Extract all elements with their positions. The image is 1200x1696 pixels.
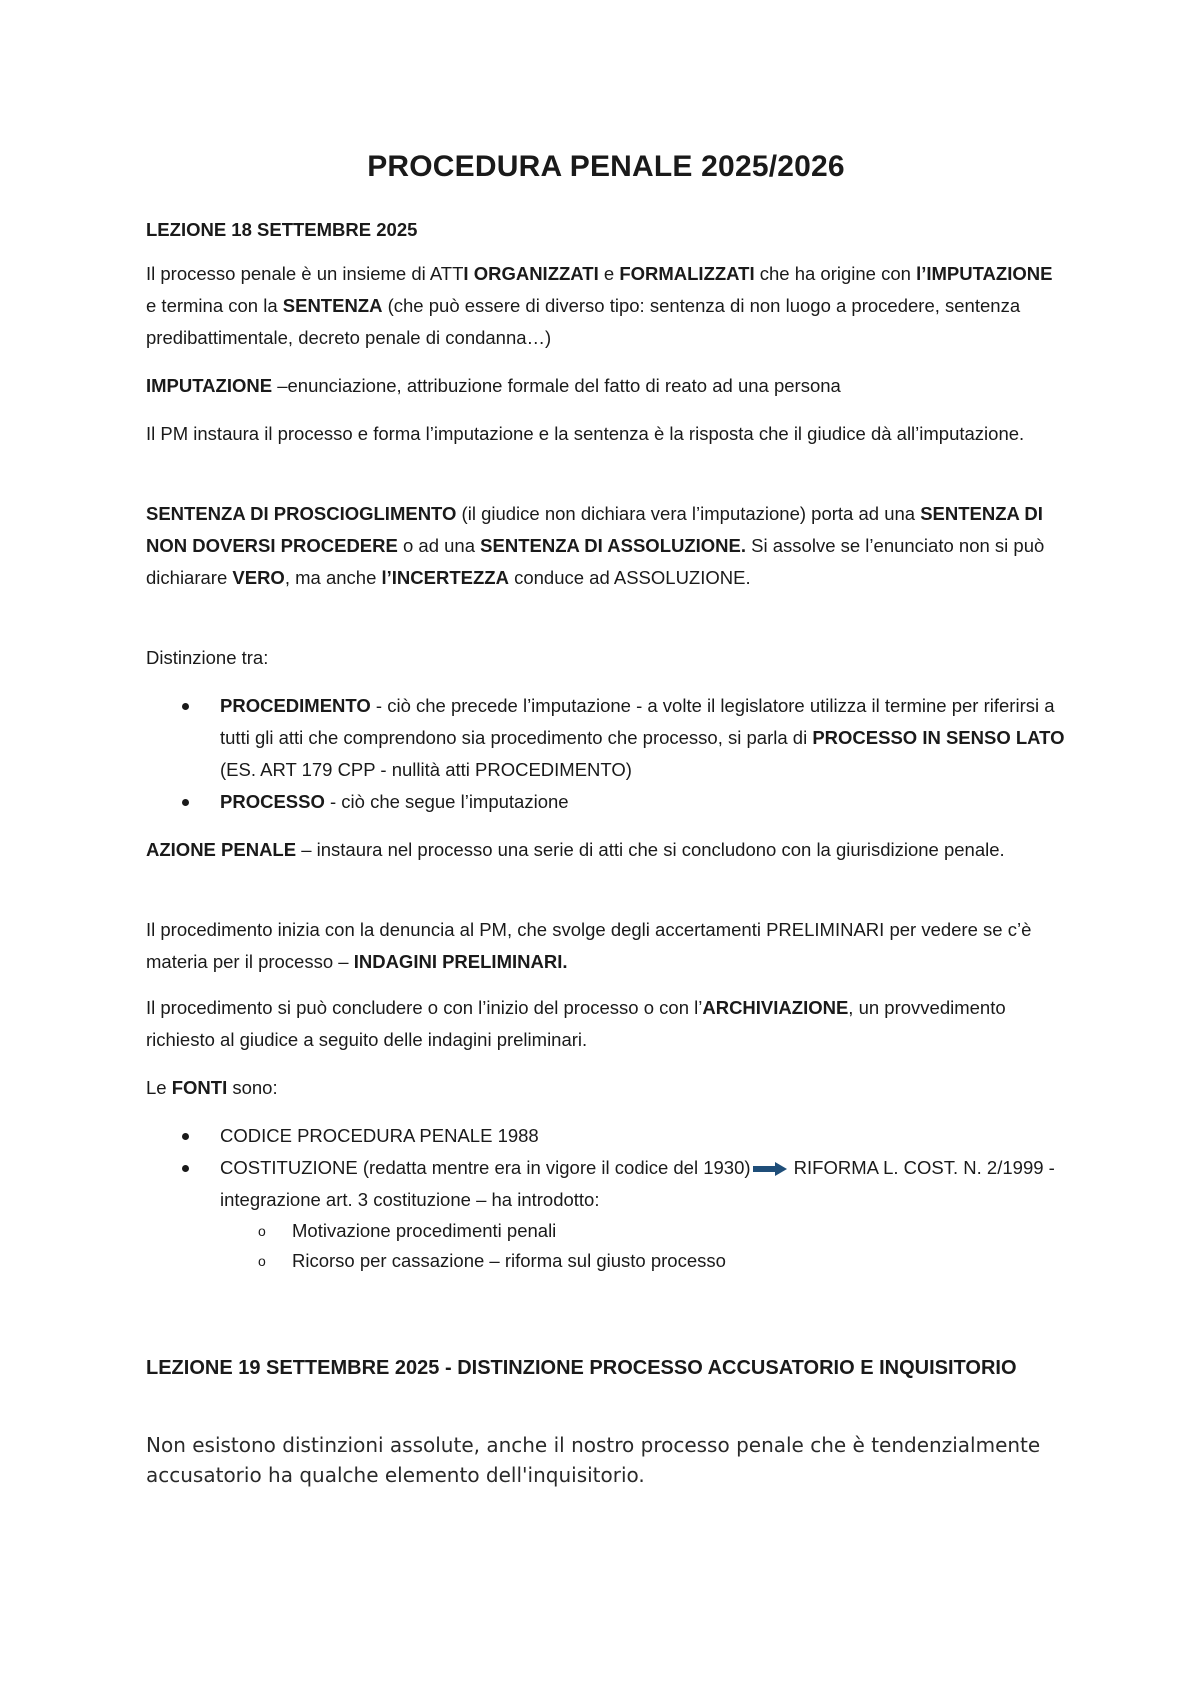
list-item: PROCESSO - ciò che segue l’imputazione <box>146 786 1066 818</box>
bullet-dot-icon <box>182 703 189 710</box>
lesson-heading-1: LEZIONE 18 SETTEMBRE 2025 <box>146 219 418 240</box>
paragraph-procedimento-inizia: Il procedimento inizia con la denuncia al PM, che svolge degli accertamenti PRELIMINARI per vedere se c’è materia per il processo – INDAGINI PRELIMINARI. <box>146 919 1032 972</box>
list-fonti <box>146 1120 1066 1276</box>
paragraph-archiviazione: Il procedimento si può concludere o con l’inizio del processo o con l’ARCHIVIAZIONE, un provvedimento richiesto al giudice a seguito delle indagini preliminari. <box>146 997 1006 1050</box>
sub-list-item: o Motivazione procedimenti penali <box>146 1216 1066 1246</box>
document-title: PROCEDURA PENALE 2025/2026 <box>367 150 845 183</box>
list-item: COSTITUZIONE (redatta mentre era in vigore il codice del 1930) RIFORMA L. COST. N. 2/1999 - integrazione art. 3 costituzione – ha introdotto: o Motivazione procedimenti penali o Ricorso per cassazione – riforma sul giusto processo <box>146 1152 1066 1276</box>
right-arrow-icon <box>753 1162 787 1176</box>
bullet-dot-icon <box>182 799 189 806</box>
bullet-dot-icon <box>182 1133 189 1140</box>
paragraph-imputazione: IMPUTAZIONE –enunciazione, attribuzione formale del fatto di reato ad una persona <box>146 375 841 396</box>
list-item: CODICE PROCEDURA PENALE 1988 <box>146 1120 1066 1152</box>
paragraph-azione-penale: AZIONE PENALE – instaura nel processo una serie di atti che si concludono con la giurisdizione penale. <box>146 839 1005 860</box>
sub-list <box>146 1216 1066 1276</box>
circle-bullet-icon: o <box>258 1253 266 1269</box>
sub-list-item: o Ricorso per cassazione – riforma sul giusto processo <box>146 1246 1066 1276</box>
list-distinzione <box>146 690 1066 818</box>
paragraph-fonti: Le FONTI sono: <box>146 1077 278 1098</box>
paragraph-distinzione: Distinzione tra: <box>146 647 269 668</box>
circle-bullet-icon: o <box>258 1223 266 1239</box>
bullet-dot-icon <box>182 1165 189 1172</box>
list-item: PROCEDIMENTO - ciò che precede l’imputazione - a volte il legislatore utilizza il termine per riferirsi a tutti gli atti che comprendono sia procedimento che processo, si parla di PROCESSO IN SENSO LATO (ES. ART 179 CPP - nullità atti PROCEDIMENTO) <box>146 690 1066 786</box>
paragraph-pm: Il PM instaura il processo e forma l’imputazione e la sentenza è la risposta che il giudice dà all’imputazione. <box>146 423 1025 444</box>
paragraph-distinzioni: Non esistono distinzioni assolute, anche il nostro processo penale che è tendenzialmente accusatorio ha qualche elemento dell'inquisitorio. <box>146 1433 1041 1487</box>
lesson-heading-2: LEZIONE 19 SETTEMBRE 2025 - DISTINZIONE PROCESSO ACCUSATORIO E INQUISITORIO <box>146 1357 1017 1379</box>
paragraph-sentenza: SENTENZA DI PROSCIOGLIMENTO (il giudice non dichiara vera l’imputazione) porta ad una SENTENZA DI NON DOVERSI PROCEDERE o ad una SENTENZA DI ASSOLUZIONE. Si assolve se l’enunciato non si può dichiarare VERO, ma anche l’INCERTEZZA conduce ad ASSOLUZIONE. <box>146 503 1045 588</box>
paragraph-process-definition: Il processo penale è un insieme di ATTI ORGANIZZATI e FORMALIZZATI che ha origine con l’IMPUTAZIONE e termina con la SENTENZA (che può essere di diverso tipo: sentenza di non luogo a procedere, sentenza predibattimentale, decreto penale di condanna…) <box>146 263 1053 348</box>
